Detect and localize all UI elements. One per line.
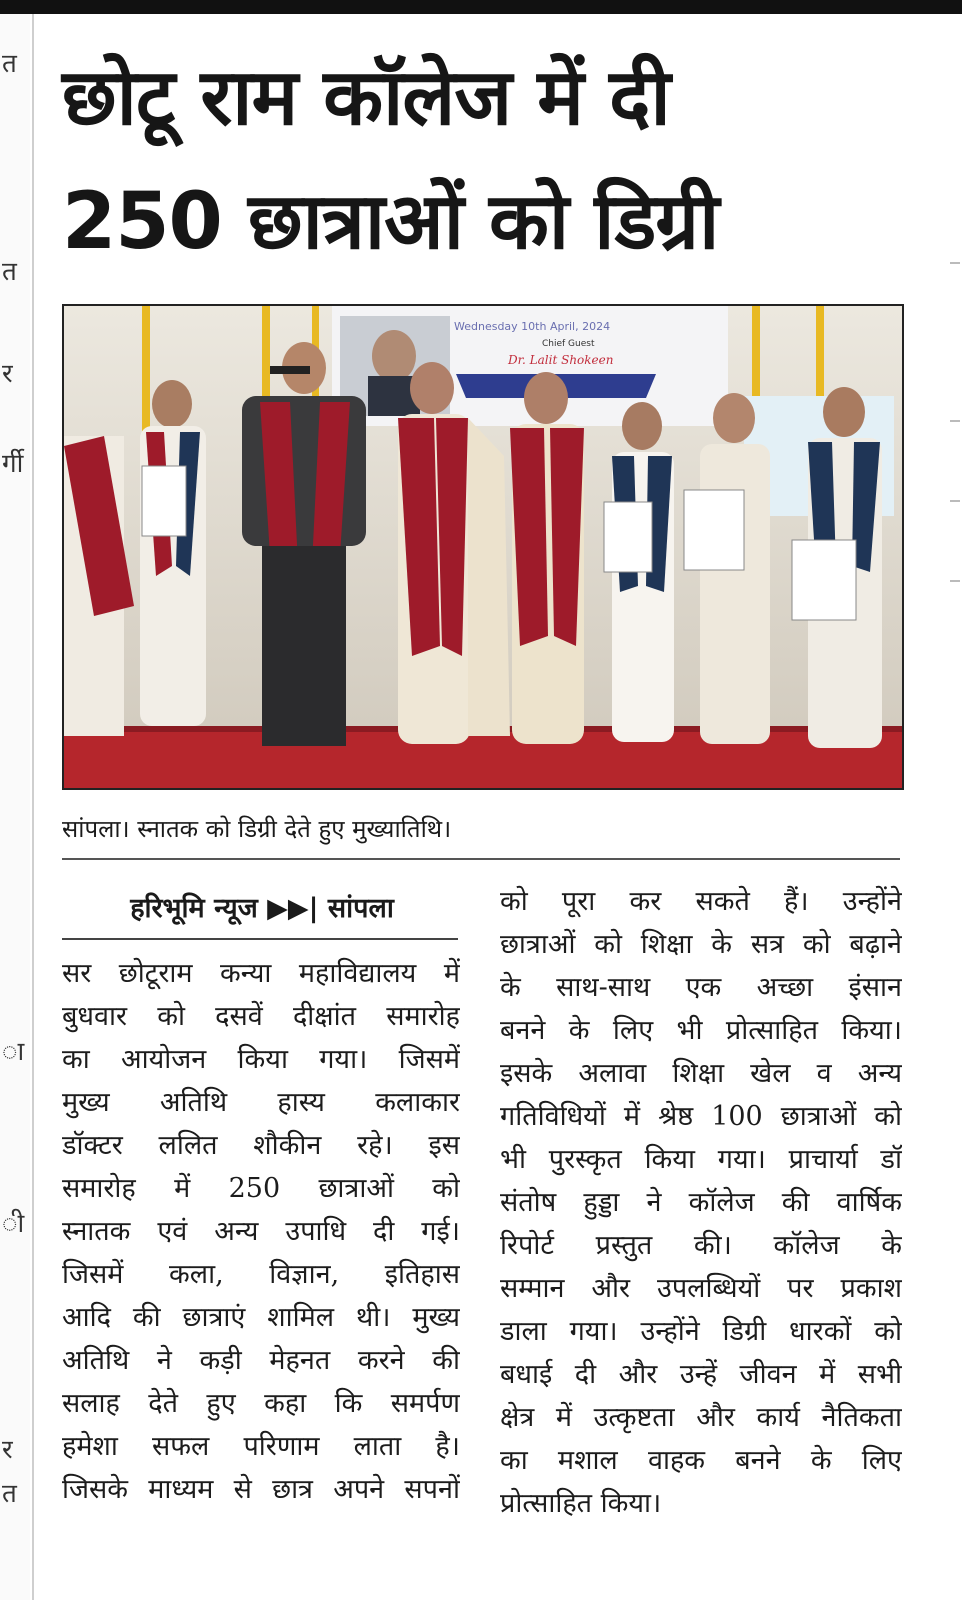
- text-line: अतिथि ने कड़ी मेहनत करने की: [62, 1345, 460, 1376]
- banner-date: Wednesday 10th April, 2024: [454, 320, 611, 333]
- edge-fragment: त: [2, 49, 17, 79]
- edge-fragment: र: [2, 1435, 13, 1465]
- article-column-1: [62, 952, 460, 1511]
- adjacent-column-strip: [0, 14, 30, 1600]
- convocation-photo-illustration: [64, 306, 902, 788]
- edge-fragment: ा: [2, 1037, 25, 1067]
- text-line: डॉक्टर ललित शौकीन रहे। इस: [62, 1130, 460, 1161]
- edge-fragment: ी: [2, 1209, 25, 1239]
- text-line: सम्मान और उपलब्धियों पर प्रकाश: [500, 1273, 902, 1304]
- text-line: बुधवार को दसवें दीक्षांत समारोह: [62, 1001, 460, 1032]
- right-edge-mark: [950, 500, 960, 502]
- byline-rule: [62, 938, 458, 940]
- edge-fragment: त: [2, 1479, 17, 1509]
- headline-line: 250 छात्राओं को डिग्री: [62, 177, 719, 267]
- text-line: जिसमें कला, विज्ञान, इतिहास: [62, 1259, 460, 1290]
- text-line: क्षेत्र में उत्कृष्टता और कार्य नैतिकता: [500, 1402, 902, 1433]
- text-line: मुख्य अतिथि हास्य कलाकार: [62, 1087, 460, 1118]
- text-line: समारोह में 250 छात्राओं को: [62, 1173, 460, 1204]
- article-column-2: [500, 880, 902, 1525]
- text-line: का आयोजन किया गया। जिसमें: [62, 1044, 460, 1075]
- banner-chief-guest-label: Chief Guest: [542, 339, 595, 349]
- text-line: प्रोत्साहित किया।: [500, 1488, 662, 1519]
- text-line: स्नातक एवं अन्य उपाधि दी गई।: [62, 1216, 460, 1247]
- right-edge-mark: [950, 262, 960, 264]
- text-line: बधाई दी और उन्हें जीवन में सभी: [500, 1359, 902, 1390]
- top-bar: [0, 0, 962, 14]
- text-line: इसके अलावा शिक्षा खेल व अन्य: [500, 1058, 902, 1089]
- text-line: हमेशा सफल परिणाम लाता है।: [62, 1431, 460, 1462]
- text-line: बनने के लिए भी प्रोत्साहित किया।: [500, 1015, 902, 1046]
- headline: [62, 36, 912, 284]
- byline: हरिभूमि न्यूज ▶▶| सांपला: [130, 893, 394, 924]
- column-divider: [32, 14, 34, 1600]
- text-line: भी पुरस्कृत किया गया। प्राचार्या डॉ: [500, 1144, 902, 1175]
- edge-fragment: त: [2, 257, 17, 287]
- edge-fragment: र: [2, 359, 13, 389]
- edge-fragment: र्गी: [2, 449, 24, 479]
- text-line: आदि की छात्राएं शामिल थी। मुख्य: [62, 1302, 460, 1333]
- text-line: सर छोटूराम कन्या महाविद्यालय में: [62, 958, 460, 989]
- text-line: संतोष हुड्डा ने कॉलेज की वार्षिक: [500, 1187, 902, 1218]
- text-line: का मशाल वाहक बनने के लिए: [500, 1445, 902, 1476]
- dignitary-3: [510, 372, 584, 744]
- text-line: जिसके माध्यम से छात्र अपने सपनों: [62, 1474, 460, 1505]
- graduate-left-edge: [64, 436, 134, 736]
- right-edge-mark: [950, 580, 960, 582]
- text-line: गतिविधियों में श्रेष्ठ 100 छात्राओं को: [500, 1101, 902, 1132]
- text-line: को पूरा कर सकते हैं। उन्होंने: [500, 886, 902, 917]
- right-edge-mark: [950, 420, 960, 422]
- text-line: डाला गया। उन्होंने डिग्री धारकों को: [500, 1316, 902, 1347]
- text-line: छात्राओं को शिक्षा के सत्र को बढ़ाने: [500, 929, 902, 960]
- photo-caption: सांपला। स्नातक को डिग्री देते हुए मुख्यातिथि।: [62, 815, 452, 843]
- text-line: के साथ-साथ एक अच्छा इंसान: [500, 972, 902, 1003]
- graduate-1: [140, 380, 206, 726]
- caption-rule: [62, 858, 900, 860]
- text-line: रिपोर्ट प्रस्तुत की। कॉलेज के: [500, 1230, 902, 1261]
- headline-line: छोटू राम कॉलेज में दी: [62, 53, 670, 143]
- text-line: सलाह देते हुए कहा कि समर्पण: [62, 1388, 460, 1419]
- banner-chief-guest-name: Dr. Lalit Shokeen: [508, 353, 614, 367]
- news-photo: [62, 304, 904, 790]
